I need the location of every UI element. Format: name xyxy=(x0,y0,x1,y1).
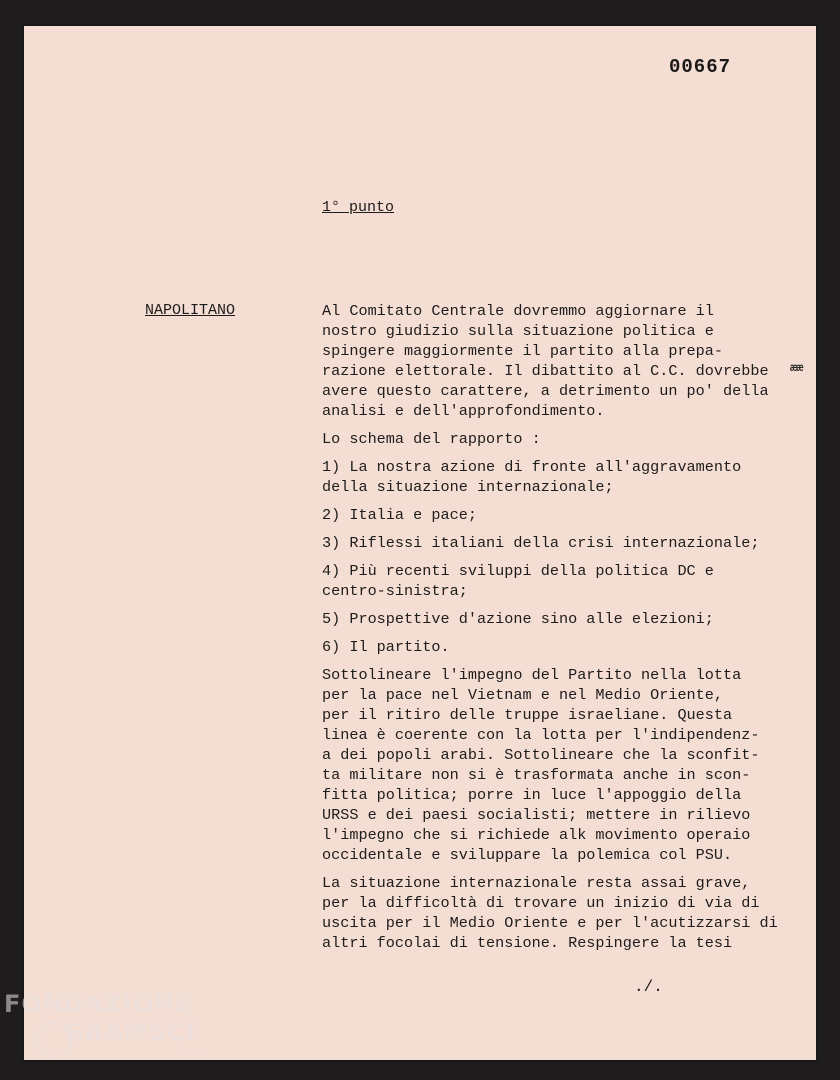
section-heading: 1° punto xyxy=(322,199,395,216)
list-item: 4) Più recenti sviluppi della politica DC e centro-sinistra; xyxy=(322,562,714,600)
document-page xyxy=(24,26,816,1060)
paragraph: Lo schema del rapporto : xyxy=(322,430,541,448)
speaker-name: NAPOLITANO xyxy=(145,302,236,319)
watermark-suffix: onlus xyxy=(176,1050,206,1063)
list-item: 1) La nostra azione di fronte all'aggravamento della situazione internazionale; xyxy=(322,458,742,496)
list-item: 5) Prospettive d'azione sino alle elezioni; xyxy=(322,610,714,628)
watermark xyxy=(4,990,224,1070)
margin-mark: ææ xyxy=(790,361,803,375)
paragraph: La situazione internazionale resta assai grave, per la difficoltà di trovare un inizio di via di uscita per il Medio Oriente e per l'acutizzarsi di altri focolai di tensione. Respingere la tesi xyxy=(322,874,778,952)
paragraph: Al Comitato Centrale dovremmo aggiornare il nostro giudizio sulla situazione politica e spingere maggiormente il partito alla prepa- razione elettorale. Il dibattito al C.C. dovrebbe avere questo carattere, a detrimento un po' della analisi e dell'approfondimento. xyxy=(322,302,769,420)
document-number: 00667 xyxy=(669,56,732,78)
watermark-title: FONDAZIONE xyxy=(4,990,193,1018)
paragraph: Sottolineare l'impegno del Partito nella lotta per la pace nel Vietnam e nel Medio Oriente, per il ritiro delle truppe israeliane. Questa linea è coerente con la lotta per l'indipendenz- a dei popoli arabi. Sottolineare che la sconfit- ta militare non si è trasformata anche in scon- fitta politica; porre in luce l'appoggio della URSS e dei paesi socialisti; mettere in rilievo l'impegno che si richiede alk movimento operaio occidentale e sviluppare la polemica col PSU. xyxy=(322,666,760,864)
list-item: 6) Il partito. xyxy=(322,638,450,656)
list-item: 2) Italia e pace; xyxy=(322,506,477,524)
document-body xyxy=(322,301,822,961)
watermark-subtitle: GRAMSCI xyxy=(64,1018,196,1046)
continuation-mark: ./. xyxy=(634,978,663,996)
list-item: 3) Riflessi italiani della crisi internazionale; xyxy=(322,534,760,552)
